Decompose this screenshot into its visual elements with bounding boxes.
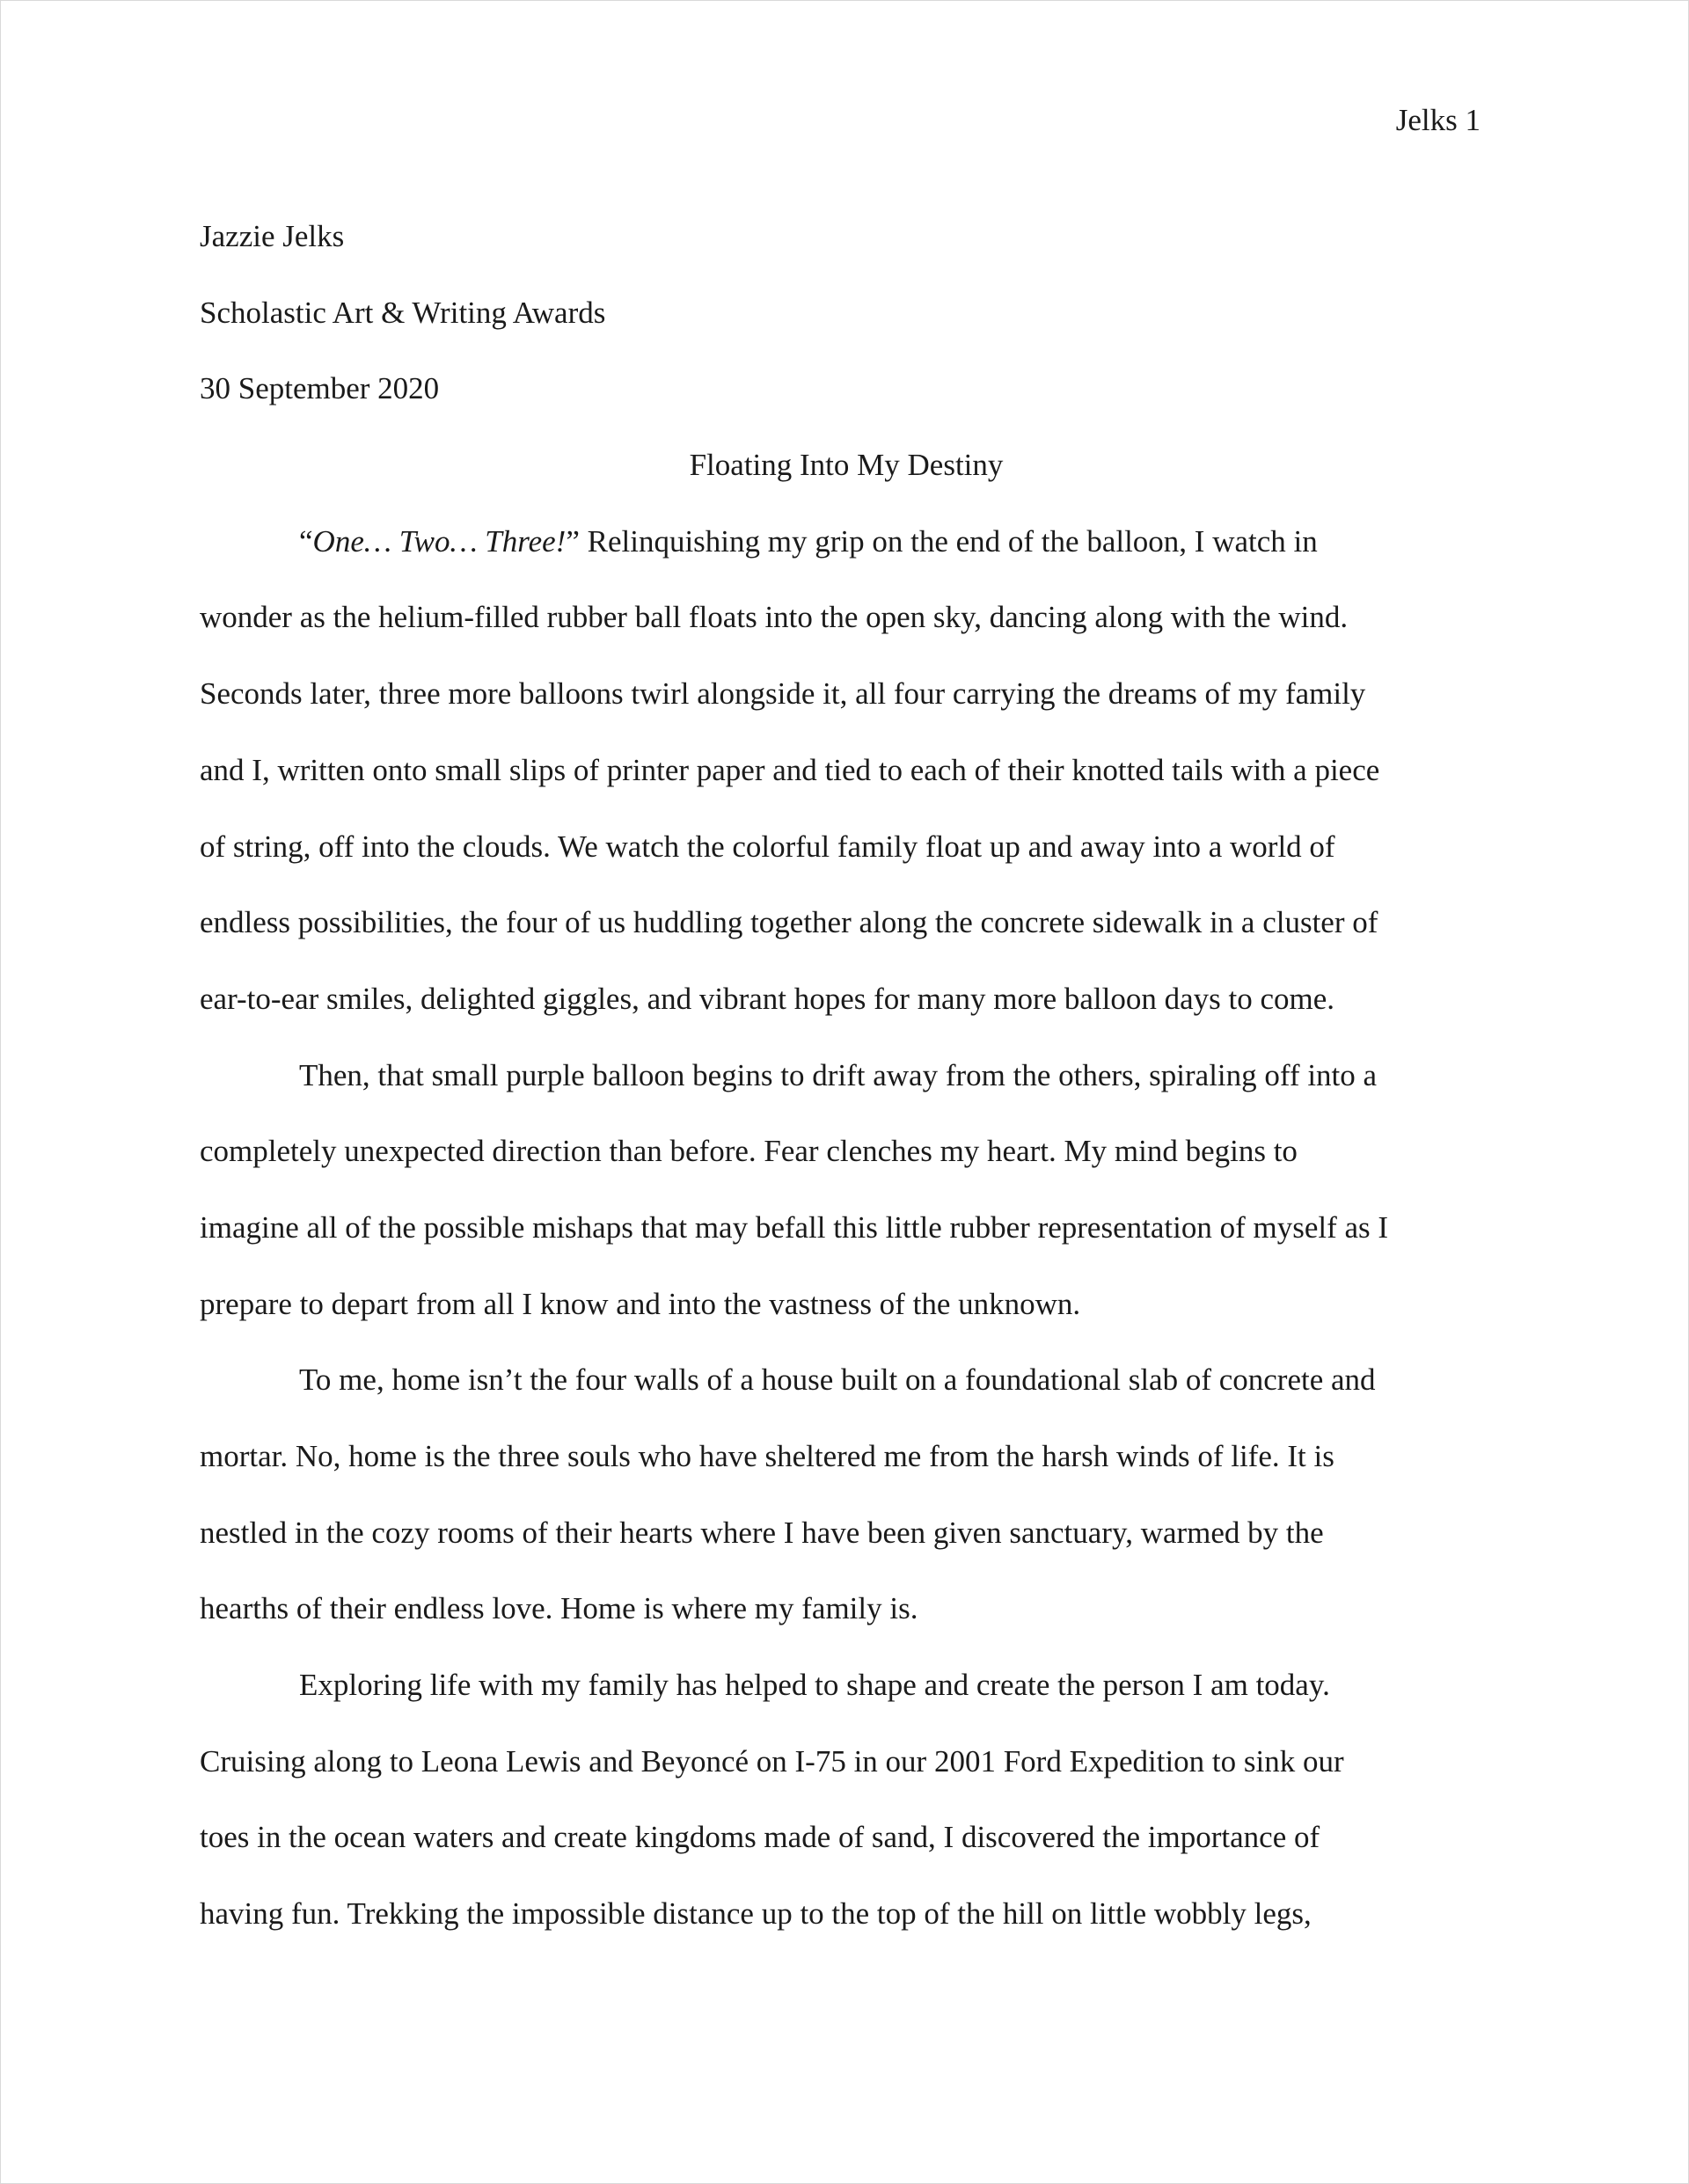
- text-line: wonder as the helium-filled rubber ball floats into the open sky, dancing along with the wind.: [200, 600, 1349, 635]
- course-name: Scholastic Art & Writing Awards: [200, 295, 606, 330]
- author-name: Jazzie Jelks: [200, 219, 345, 253]
- text-line: [200, 504, 1493, 581]
- text-line: Exploring life with my family has helped to shape and create the person I am today.: [299, 1668, 1330, 1703]
- text-line: Then, that small purple balloon begins to drift away from the others, spiraling off into a: [299, 1057, 1378, 1092]
- text-line: endless possibilities, the four of us huddling together along the concrete sidewalk in a cluster of: [200, 905, 1378, 940]
- text-line: Seconds later, three more balloons twirl alongside it, all four carrying the dreams of my family: [200, 676, 1366, 712]
- text-line: mortar. No, home is the three souls who have sheltered me from the harsh winds of life. It is: [200, 1439, 1334, 1473]
- text-line: and I, written onto small slips of printer paper and tied to each of their knotted tails with a piece: [200, 752, 1380, 787]
- text-line: having fun. Trekking the impossible distance up to the top of the hill on little wobbly legs,: [200, 1896, 1312, 1932]
- text-line: Cruising along to Leona Lewis and Beyoncé on I-75 in our 2001 Ford Expedition to sink our: [200, 1743, 1344, 1779]
- text-line: prepare to depart from all I know and into the vastness of the unknown.: [200, 1286, 1081, 1321]
- text-line: completely unexpected direction than before. Fear clenches my heart. My mind begins to: [200, 1134, 1298, 1169]
- document-body: [200, 199, 1493, 1953]
- document-date: 30 September 2020: [200, 371, 440, 406]
- text-line: To me, home isn’t the four walls of a house built on a foundational slab of concrete and: [299, 1362, 1376, 1398]
- open-quote: “: [299, 523, 313, 559]
- italic-phrase: One… Two… Three!: [312, 523, 567, 559]
- essay-title: Floating Into My Destiny: [689, 448, 1004, 483]
- line-text: ” Relinquishing my grip on the end of the balloon, I watch in: [566, 523, 1318, 559]
- text-line: hearths of their endless love. Home is where my family is.: [200, 1591, 918, 1626]
- text-line: imagine all of the possible mishaps that may befall this little rubber representation of myself as I: [200, 1209, 1389, 1245]
- text-line: nestled in the cozy rooms of their hearts where I have been given sanctuary, warmed by the: [200, 1515, 1324, 1550]
- text-line: toes in the ocean waters and create kingdoms made of sand, I discovered the importance of: [200, 1820, 1320, 1855]
- text-line: of string, off into the clouds. We watch the colorful family float up and away into a world of: [200, 829, 1335, 864]
- running-head: Jelks 1: [1395, 103, 1481, 137]
- text-line: ear-to-ear smiles, delighted giggles, and vibrant hopes for many more balloon days to come.: [200, 981, 1335, 1016]
